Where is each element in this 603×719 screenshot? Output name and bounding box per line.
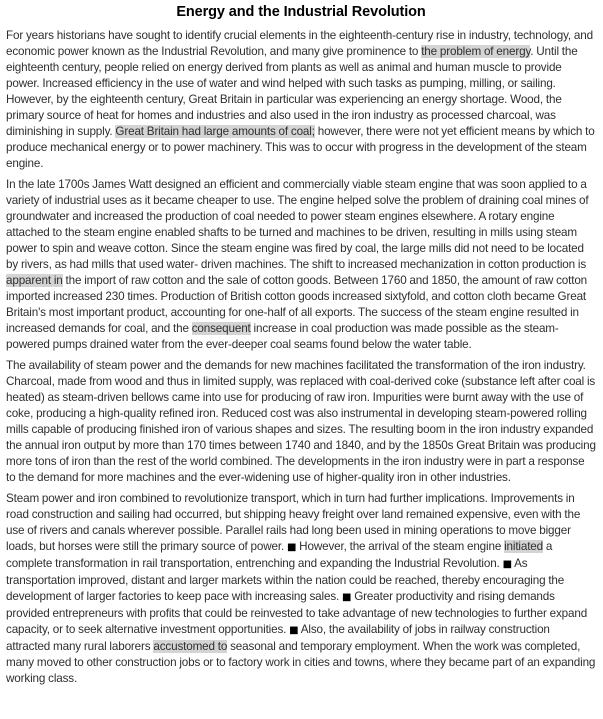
highlighted-phrase: consequent: [191, 322, 251, 335]
passage-text: increase in coal production was made possible as the steam-powered pumps drained water from the ever-deeper coal seams found below the water table.: [6, 322, 559, 351]
passage-text: The availability of steam power and the demands for new machines facilitated the transformation of the iron industry. Charcoal, made from wood and thus in limited supply, was replaced with coal-derived coke (substance left after coal is heated) as steam-driven bellows came into use for producing of raw iron. Impurities were burnt away with the use of coke, producing a high-quality refined iron. Reduced cost was also instrumental in developing steam-powered rolling mills capable of producing finished iron of various shapes and sizes. The resulting boom in the iron industry expanded the annual iron output by more than 170 times between 1740 and 1840, and by the 1850s Great Britain was producing more tons of iron than the rest of the world combined. The developments in the iron industry were in part a response to the demand for more machines and the ever-widening use of higher-quality iron in other industries.: [6, 359, 596, 484]
highlighted-phrase: the problem of energy: [421, 45, 531, 58]
insert-sentence-marker-icon[interactable]: ■: [289, 625, 299, 636]
passage-text: the import of raw cotton and the sale of cotton goods. Between 1760 and 1850, the amount of raw cotton imported increased 230 times. Production of British cotton goods increased sixtyfold, and cotton cloth became Great Britain's most important product, accounting for one-half of all exports. The success of the steam engine resulted in increased demands for coal, and the: [6, 274, 588, 335]
passage-text: a complete transformation in rail transportation, entrenching and expanding the Industrial Revolution.: [6, 540, 553, 570]
paragraph: [6, 358, 596, 486]
passage-text: Steam power and iron combined to revolutionize transport, which in turn had further implications. Improvements in road construction and sailing had occurred, but shipping heavy freight over land remained expensive, even with the use of rivers and canals wherever possible. Parallel rails had long been used in mining operations to move bigger loads, but horses were still the primary source of power.: [6, 492, 581, 553]
passage-text: Greater productivity and rising demands provided entrepreneurs with profits that could be reinvested to take advantage of new technologies to further expand capacity, or to seek alternative investment opportunities.: [6, 590, 588, 636]
insert-sentence-marker-icon[interactable]: ■: [342, 592, 352, 603]
paragraph: [6, 491, 596, 687]
passage-body: [6, 28, 596, 687]
passage-text: However, the arrival of the steam engine: [296, 540, 505, 553]
passage-text: however, there were not yet efficient means by which to produce mechanical energy or to power machinery. This was to occur with progress in the development of the steam engine.: [6, 125, 595, 170]
highlighted-phrase: apparent in: [6, 274, 63, 287]
highlighted-phrase: initiated: [504, 540, 544, 553]
highlighted-phrase: Great Britain had large amounts of coal;: [115, 125, 315, 138]
highlighted-phrase: accustomed to: [153, 640, 228, 653]
passage-text: . Until the eighteenth century, people relied on energy derived from plants as well as animal and human muscle to provide power. Increased efficiency in the use of water and wind helped with such tasks as pumping, milling, or sailing. However, by the eighteenth century, Great Britain in particular was experiencing an energy shortage. Wood, the primary source of heat for homes and industries and also used in the iron industry as processed charcoal, was diminishing in supply.: [6, 45, 578, 138]
paragraph: [6, 177, 596, 353]
paragraph: [6, 28, 596, 172]
passage-text: seasonal and temporary employment. When the work was completed, many moved to other construction jobs or to factory work in cities and towns, where they became part of an expanding working class.: [6, 640, 596, 685]
passage-text: In the late 1700s James Watt designed an efficient and commercially viable steam engine that was soon applied to a variety of industrial uses as it became cheaper to use. The engine helped solve the problem of draining coal mines of groundwater and increased the production of coal needed to power steam engines elsewhere. A rotary engine attached to the steam engine enabled shafts to be turned and machines to be driven, resulting in mills using steam power to spin and weave cotton. Since the steam engine was fired by coal, the large mills did not need to be located by rivers, as had mills that used water- driven machines. The shift to increased mechanization in cotton production is: [6, 178, 589, 271]
insert-sentence-marker-icon[interactable]: ■: [502, 559, 512, 570]
insert-sentence-marker-icon[interactable]: ■: [286, 542, 297, 553]
passage-text: For years historians have sought to identify crucial elements in the eighteenth-century rise in industry, technology, and economic power known as the Industrial Revolution, and many give prominence to: [6, 29, 593, 58]
passage-text: Also, the availability of jobs in railway construction attracted many rural laborers: [6, 623, 550, 653]
passage-title: Energy and the Industrial Revolution: [176, 4, 426, 20]
passage-text: As transportation improved, distant and larger markets within the nation could be reached, thereby encouraging the development of larger factories to keep pace with increasing sales.: [6, 557, 565, 603]
